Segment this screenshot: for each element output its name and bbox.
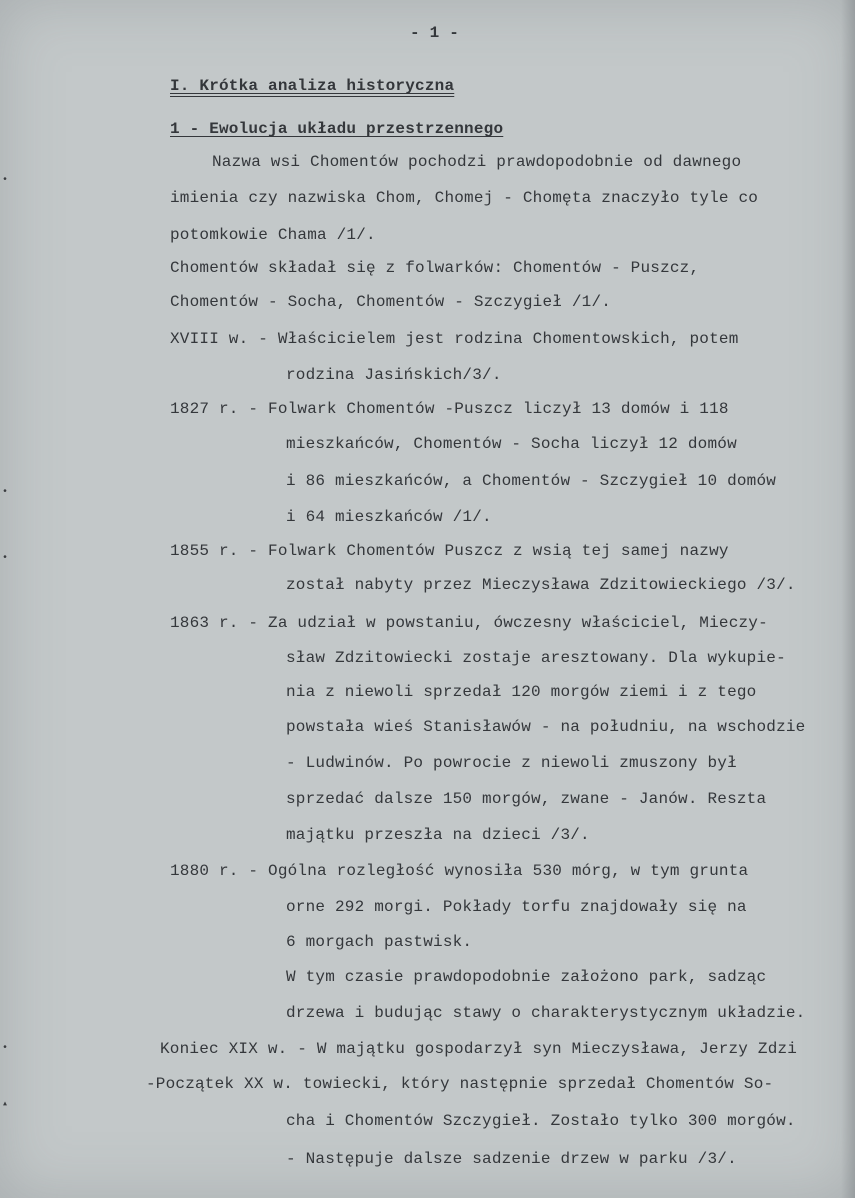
text-line: sprzedać dalsze 150 morgów, zwane - Janów. Reszta [286,790,767,808]
section-title: I. Krótka analiza historyczna [170,77,455,95]
text-line: W tym czasie prawdopodobnie założono park, sadząc [286,968,767,986]
text-line: cha i Chomentów Szczygieł. Zostało tylko 300 morgów. [286,1112,796,1130]
text-line: 1827 r. - Folwark Chomentów -Puszcz liczył 13 domów i 118 [170,400,729,418]
text-line: powstała wieś Stanisławów - na południu, na wschodzie [286,718,806,736]
page-edge-shadow [841,0,855,1198]
text-line: potomkowie Chama /1/. [170,226,376,244]
text-line: sław Zdzitowiecki zostaje aresztowany. Dla wykupie- [286,649,786,667]
page-number: - 1 - [410,24,460,42]
text-line: drzewa i budując stawy o charakterystycznym układzie. [286,1004,806,1022]
text-line: Nazwa wsi Chomentów pochodzi prawdopodobnie od dawnego [212,153,742,171]
text-line: Chomentów - Socha, Chomentów - Szczygieł /1/. [170,293,612,311]
text-line: - Ludwinów. Po powrocie z niewoli zmuszony był [286,754,737,772]
punch-mark: ▴ [2,1099,9,1110]
text-line: XVIII w. - Właścicielem jest rodzina Chomentowskich, potem [170,330,739,348]
text-line: Chomentów składał się z folwarków: Chomentów - Puszcz, [170,259,700,277]
text-line: rodzina Jasińskich/3/. [286,366,502,384]
text-line: orne 292 morgi. Pokłady torfu znajdowały się na [286,898,747,916]
punch-mark: • [2,487,9,498]
text-line: -Początek XX w. towiecki, który następnie sprzedał Chomentów So- [146,1075,774,1093]
text-line: 1855 r. - Folwark Chomentów Puszcz z wsią tej samej nazwy [170,542,729,560]
text-line: majątku przeszła na dzieci /3/. [286,826,590,844]
subsection-title: 1 - Ewolucja układu przestrzennego [170,120,504,138]
punch-mark: • [2,175,9,186]
text-line: nia z niewoli sprzedał 120 morgów ziemi i z tego [286,683,757,701]
text-line: został nabyty przez Mieczysława Zdzitowieckiego /3/. [286,576,796,594]
text-line: imienia czy nazwiska Chom, Chomej - Chomęta znaczyło tyle co [170,189,759,207]
text-line: mieszkańców, Chomentów - Socha liczył 12 domów [286,435,737,453]
text-line: i 64 mieszkańców /1/. [286,508,492,526]
punch-mark: • [2,1043,9,1054]
text-line: i 86 mieszkańców, a Chomentów - Szczygieł 10 domów [286,472,777,490]
text-line: Koniec XIX w. - W majątku gospodarzył syn Mieczysława, Jerzy Zdzi [160,1040,798,1058]
text-line: 6 morgach pastwisk. [286,933,473,951]
text-line: 1880 r. - Ogólna rozległość wynosiła 530 mórg, w tym grunta [170,862,749,880]
text-line: - Następuje dalsze sadzenie drzew w parku /3/. [286,1150,737,1168]
punch-mark: • [2,553,9,564]
text-line: 1863 r. - Za udział w powstaniu, ówczesny właściciel, Mieczy- [170,614,768,632]
